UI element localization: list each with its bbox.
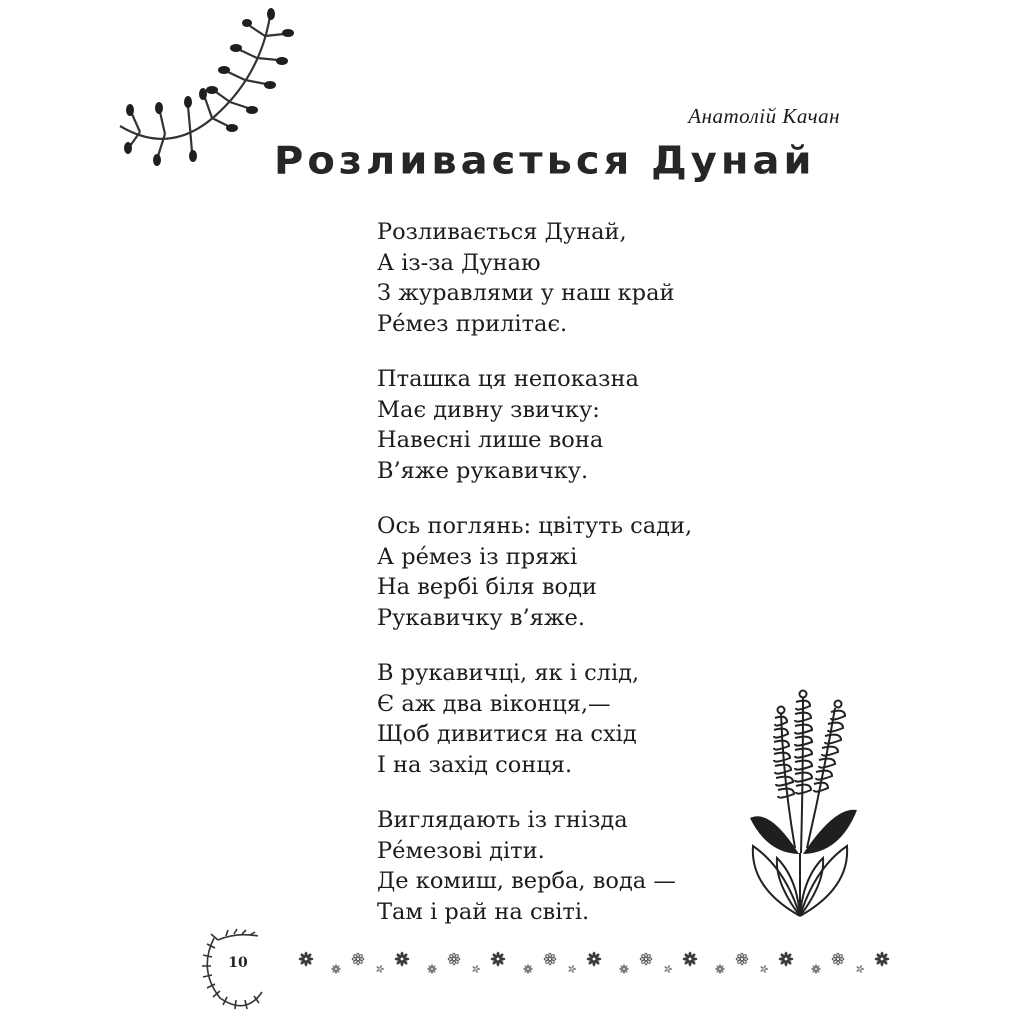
poem bbox=[377, 217, 692, 952]
border-flower-icon bbox=[760, 965, 768, 974]
flower-ornament-icon bbox=[745, 688, 865, 923]
border-flower-icon bbox=[472, 965, 480, 974]
border-flower-icon bbox=[856, 965, 864, 974]
border-flower-icon bbox=[875, 952, 890, 967]
poem-line: В’яже рукавичку. bbox=[377, 457, 589, 484]
stanza-3 bbox=[377, 511, 692, 633]
border-flower-icon bbox=[640, 953, 652, 965]
author-name: Анатолій Качан bbox=[688, 104, 840, 128]
poem-line: Розливається Дунай, bbox=[377, 219, 627, 245]
border-flower-icon bbox=[715, 964, 724, 973]
border-flower-icon bbox=[448, 953, 460, 965]
border-flower-icon bbox=[832, 953, 844, 965]
border-flower-icon bbox=[587, 952, 602, 967]
stanza-4 bbox=[377, 658, 692, 780]
poem-line: І на захід сонця. bbox=[377, 751, 573, 778]
poem-line: Щоб дивитися на схід bbox=[377, 721, 637, 747]
border-flower-icon bbox=[736, 953, 748, 965]
stanza-1 bbox=[377, 217, 692, 339]
border-flower-icon bbox=[779, 952, 794, 967]
poem-line: Навесні лише вона bbox=[377, 427, 604, 453]
poem-line: Рукавичку в’яже. bbox=[377, 604, 586, 631]
poem-line: Виглядають із гнізда bbox=[377, 807, 628, 833]
border-flower-icon bbox=[568, 965, 576, 974]
poem-line: Ре́мез прилітає. bbox=[377, 310, 568, 337]
poem-line: Ре́мезові діти. bbox=[377, 837, 545, 864]
page-title: Розливається Дунай bbox=[274, 139, 816, 183]
poem-line: А ре́мез із пряжі bbox=[377, 543, 578, 570]
poem-line: З журавлями у наш край bbox=[377, 280, 675, 306]
border-flower-icon bbox=[619, 964, 628, 973]
border-flower-icon bbox=[395, 952, 410, 967]
border-flower-icon bbox=[811, 964, 820, 973]
border-flower-icon bbox=[683, 952, 698, 967]
stanza-5 bbox=[377, 805, 692, 927]
poem-line: Де комиш, верба, вода — bbox=[377, 868, 676, 894]
poem-line: Має дивну звичку: bbox=[377, 396, 600, 423]
poem-line: Пташка ця непоказна bbox=[377, 366, 639, 392]
stanza-2 bbox=[377, 364, 692, 486]
poem-line: Є аж два віконця,— bbox=[377, 690, 611, 717]
page-number: 10 bbox=[228, 955, 248, 971]
border-flower-icon bbox=[523, 964, 532, 973]
border-flower-icon bbox=[299, 952, 314, 967]
poem-line: На вербі біля води bbox=[377, 574, 597, 600]
flower-border-ornament-icon bbox=[290, 945, 910, 985]
border-flower-icon bbox=[664, 965, 672, 974]
border-flower-icon bbox=[376, 965, 384, 974]
border-flower-icon bbox=[427, 964, 436, 973]
border-flower-icon bbox=[331, 964, 340, 973]
poem-line: Ось поглянь: цвітуть сади, bbox=[377, 513, 693, 539]
poem-line: А із-за Дунаю bbox=[377, 249, 541, 276]
border-flower-icon bbox=[491, 952, 506, 967]
poem-line: Там і рай на світі. bbox=[377, 898, 590, 925]
poem-line: В рукавичці, як і слід, bbox=[377, 660, 640, 686]
border-flower-icon bbox=[544, 953, 556, 965]
border-flower-icon bbox=[352, 953, 364, 965]
